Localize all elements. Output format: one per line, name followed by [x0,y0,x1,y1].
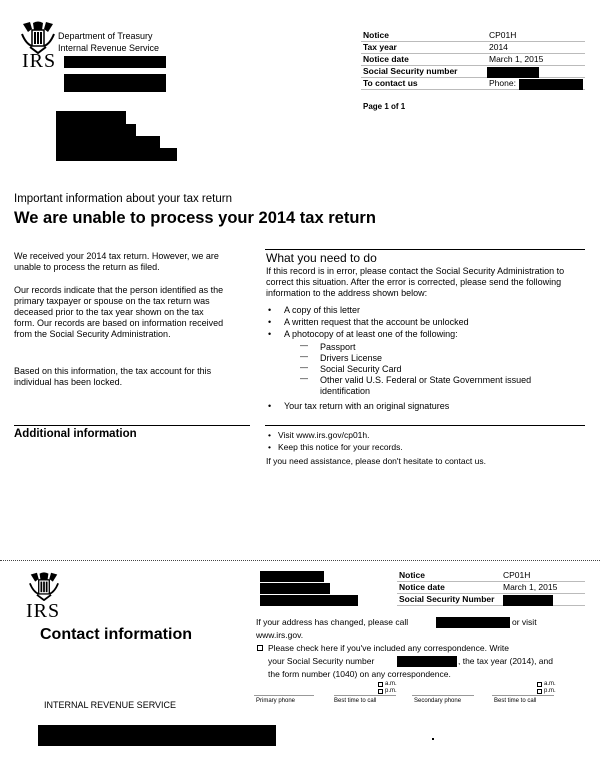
redacted-stub-phone [436,617,510,628]
check-line-d: the form number (1040) on any correspondence. [268,669,451,679]
section-rule [265,249,585,250]
irs-address-name: INTERNAL REVENUE SERVICE [44,700,177,710]
intro-subtitle: Important information about your tax return [14,193,232,205]
redacted-ssn [487,67,539,78]
list-item: • A copy of this letter [266,304,584,316]
ssn-row [361,66,585,78]
irs-eagle-logo-icon [26,571,62,601]
tax-year-label: Tax year [363,42,397,52]
redacted-irs-address [38,725,276,746]
list-item: • Visit www.irs.gov/cp01h. [268,429,568,441]
left-paragraph-3: Based on this information, the tax account for this individual has been locked. [14,366,212,387]
stub-date-label: Notice date [399,582,445,592]
list-item: — Social Security Card [266,364,566,375]
correspondence-checkbox[interactable] [257,645,263,651]
redacted-stub-address1 [260,583,330,594]
contact-row [361,78,585,90]
notice-value: CP01H [489,30,517,40]
stub-notice-label: Notice [399,570,425,580]
notice-label: Notice [363,30,389,40]
tear-line [0,560,600,561]
notice-row [361,30,585,42]
list-item: • Your tax return with an original signatures [266,400,584,412]
best-time2-label: Best time to call [494,698,537,704]
check-line-b: your Social Security number [268,656,375,666]
irs-mark: IRS [22,50,57,72]
list-item: • A photocopy of at least one of the following: [266,328,584,340]
list-item: — Drivers License [266,353,566,364]
pm-checkbox-secondary[interactable] [537,689,542,694]
secondary-phone-line [412,695,474,696]
am-label: a.m. [385,681,397,687]
what-to-do-intro: If this record is in error, please contact the Social Security Administration to correct this situation. After the error is corrected, please send the following information to the address shown below: [266,266,565,298]
secondary-phone-label: Secondary phone [414,698,462,704]
tax-year-row [361,42,585,54]
redacted-phone [519,79,583,90]
page-title: We are unable to process your 2014 tax return [14,209,376,227]
additional-heading: Additional information [14,428,137,440]
address-change-b: or visit [512,617,537,627]
primary-phone-line [254,695,314,696]
redacted-stub-ssn [503,595,553,606]
check-line-a: Please check here if you've included any correspondence. Write [268,643,510,653]
check-line-c: , the tax year (2014), and [458,656,553,666]
am-checkbox-primary[interactable] [378,682,383,687]
notice-date-label: Notice date [363,54,409,64]
tax-year-value: 2014 [489,42,508,52]
notice-table [361,30,585,92]
redacted-block-step2 [136,136,160,161]
redacted-stub-ssn2 [397,656,457,667]
pm-label-secondary: p.m. [544,688,556,694]
redacted-stub-address2 [260,595,358,606]
best-time-label: Best time to call [334,698,377,704]
stub-ssn-row [397,594,585,606]
additional-rule-right [265,425,585,426]
what-to-do-list [266,304,584,340]
stub-notice-value: CP01H [503,570,531,580]
stray-dot [432,738,434,740]
notice-date-row [361,54,585,66]
contact-title: Contact information [40,626,192,643]
left-paragraph-2: Our records indicate that the person identified as the primary taxpayer or spouse on the tax return was deceased prior to the tax year shown on the tax form. Our records are based on information received from the Social Security Administration. [14,285,224,339]
stub-irs-mark: IRS [26,600,61,622]
additional-closing: If you need assistance, please don't hesitate to contact us. [266,456,486,466]
stub-ssn-label: Social Security Number [399,594,495,604]
redacted-address [64,74,166,92]
left-paragraph-1: We received your 2014 tax return. However, we are unable to process the return as filed. [14,251,219,272]
stub-notice-row [397,570,585,582]
address-change-a: If your address has changed, please call [256,617,409,627]
list-item: — Passport [266,342,566,353]
redacted-block [56,111,126,161]
page-indicator: Page 1 of 1 [363,102,406,111]
list-item: • A written request that the account be unlocked [266,316,584,328]
primary-phone-label: Primary phone [256,698,296,704]
stub-date-row [397,582,585,594]
pm-label: p.m. [385,688,397,694]
list-item: • Keep this notice for your records. [268,441,568,453]
best-time2-line [492,695,554,696]
list-item: — Other valid U.S. Federal or State Government issued identification [266,375,566,397]
ssn-label: Social Security number [363,66,458,76]
id-options-list [266,342,566,397]
am-checkbox-secondary[interactable] [537,682,542,687]
what-to-do-heading: What you need to do [266,251,377,265]
agency-line1: Department of Treasury [58,31,153,41]
redacted-name [64,56,166,68]
redacted-stub-name [260,571,324,582]
agency-line2: Internal Revenue Service [58,43,160,53]
contact-value: Phone: [489,78,516,88]
what-to-do-list-last [266,400,584,412]
irs-eagle-logo-icon [20,20,56,54]
pm-checkbox-primary[interactable] [378,689,383,694]
redacted-block-step3 [160,148,177,161]
notice-date-value: March 1, 2015 [489,54,544,64]
additional-rule-left [14,425,250,426]
stub-notice-table [397,570,585,607]
stub-date-value: March 1, 2015 [503,582,558,592]
contact-label: To contact us [363,78,418,88]
am-label-secondary: a.m. [544,681,556,687]
redacted-block-step1 [126,124,136,161]
additional-list [268,429,568,453]
best-time-line [334,695,396,696]
address-change-c: www.irs.gov. [256,630,304,640]
